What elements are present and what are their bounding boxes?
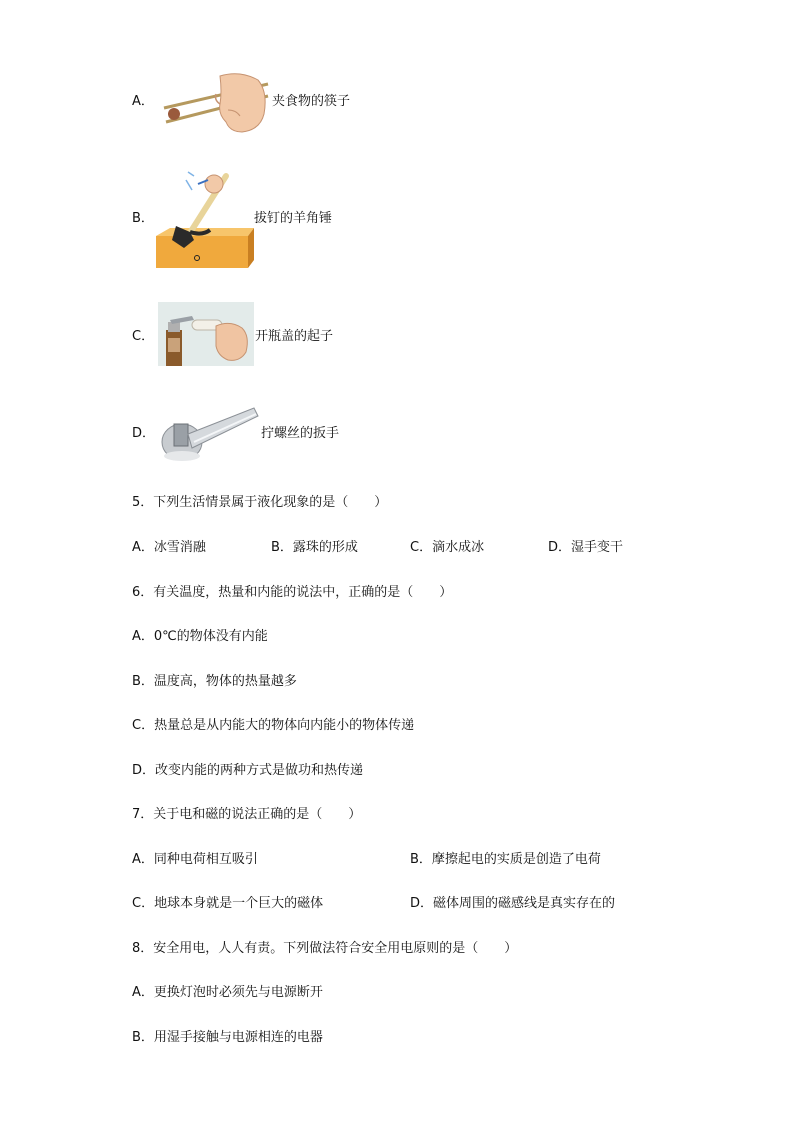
option-letter: A．: [132, 94, 154, 109]
option-b: B．温度高，物体的热量越多: [132, 674, 297, 689]
chopsticks-hand-icon: [160, 70, 270, 134]
option-label: 拧螺丝的扳手: [261, 426, 340, 441]
option-letter: C．: [132, 329, 155, 344]
question-8-stem: 8．安全用电，人人有责。下列做法符合安全用电原则的是（ ）: [132, 941, 518, 956]
option-b: B．用湿手接触与电源相连的电器: [132, 1030, 323, 1045]
option-a: A．更换灯泡时必须先与电源断开: [132, 985, 323, 1000]
question-5-stem: 5．下列生活情景属于液化现象的是（ ）: [132, 495, 388, 510]
bottle-opener-photo: [158, 302, 254, 366]
option-label: 拔钉的羊角锤: [254, 211, 333, 226]
option-d: D．改变内能的两种方式是做功和热传递: [132, 763, 364, 778]
option-label: 开瓶盖的起子: [255, 329, 334, 344]
option-letter: B．: [132, 211, 154, 226]
question-7-stem: 7．关于电和磁的说法正确的是（ ）: [132, 807, 362, 822]
option-a: A．同种电荷相互吸引: [132, 852, 258, 867]
option-d: D．湿手变干: [548, 540, 624, 555]
wrench-icon: [158, 402, 260, 464]
option-letter: D．: [132, 426, 156, 441]
option-label: 夹食物的筷子: [272, 94, 351, 109]
option-a: A．0℃的物体没有内能: [132, 629, 268, 644]
option-b: B．露珠的形成: [271, 540, 358, 555]
option-c: C．滴水成冰: [410, 540, 485, 555]
option-c: C．热量总是从内能大的物体向内能小的物体传递: [132, 718, 415, 733]
claw-hammer-icon: [154, 170, 254, 270]
question-6-stem: 6．有关温度，热量和内能的说法中，正确的是（ ）: [132, 585, 453, 600]
option-a: A．冰雪消融: [132, 540, 206, 555]
option-c: C．地球本身就是一个巨大的磁体: [132, 896, 324, 911]
option-b: B．摩擦起电的实质是创造了电荷: [410, 852, 601, 867]
option-d: D．磁体周围的磁感线是真实存在的: [410, 896, 616, 911]
